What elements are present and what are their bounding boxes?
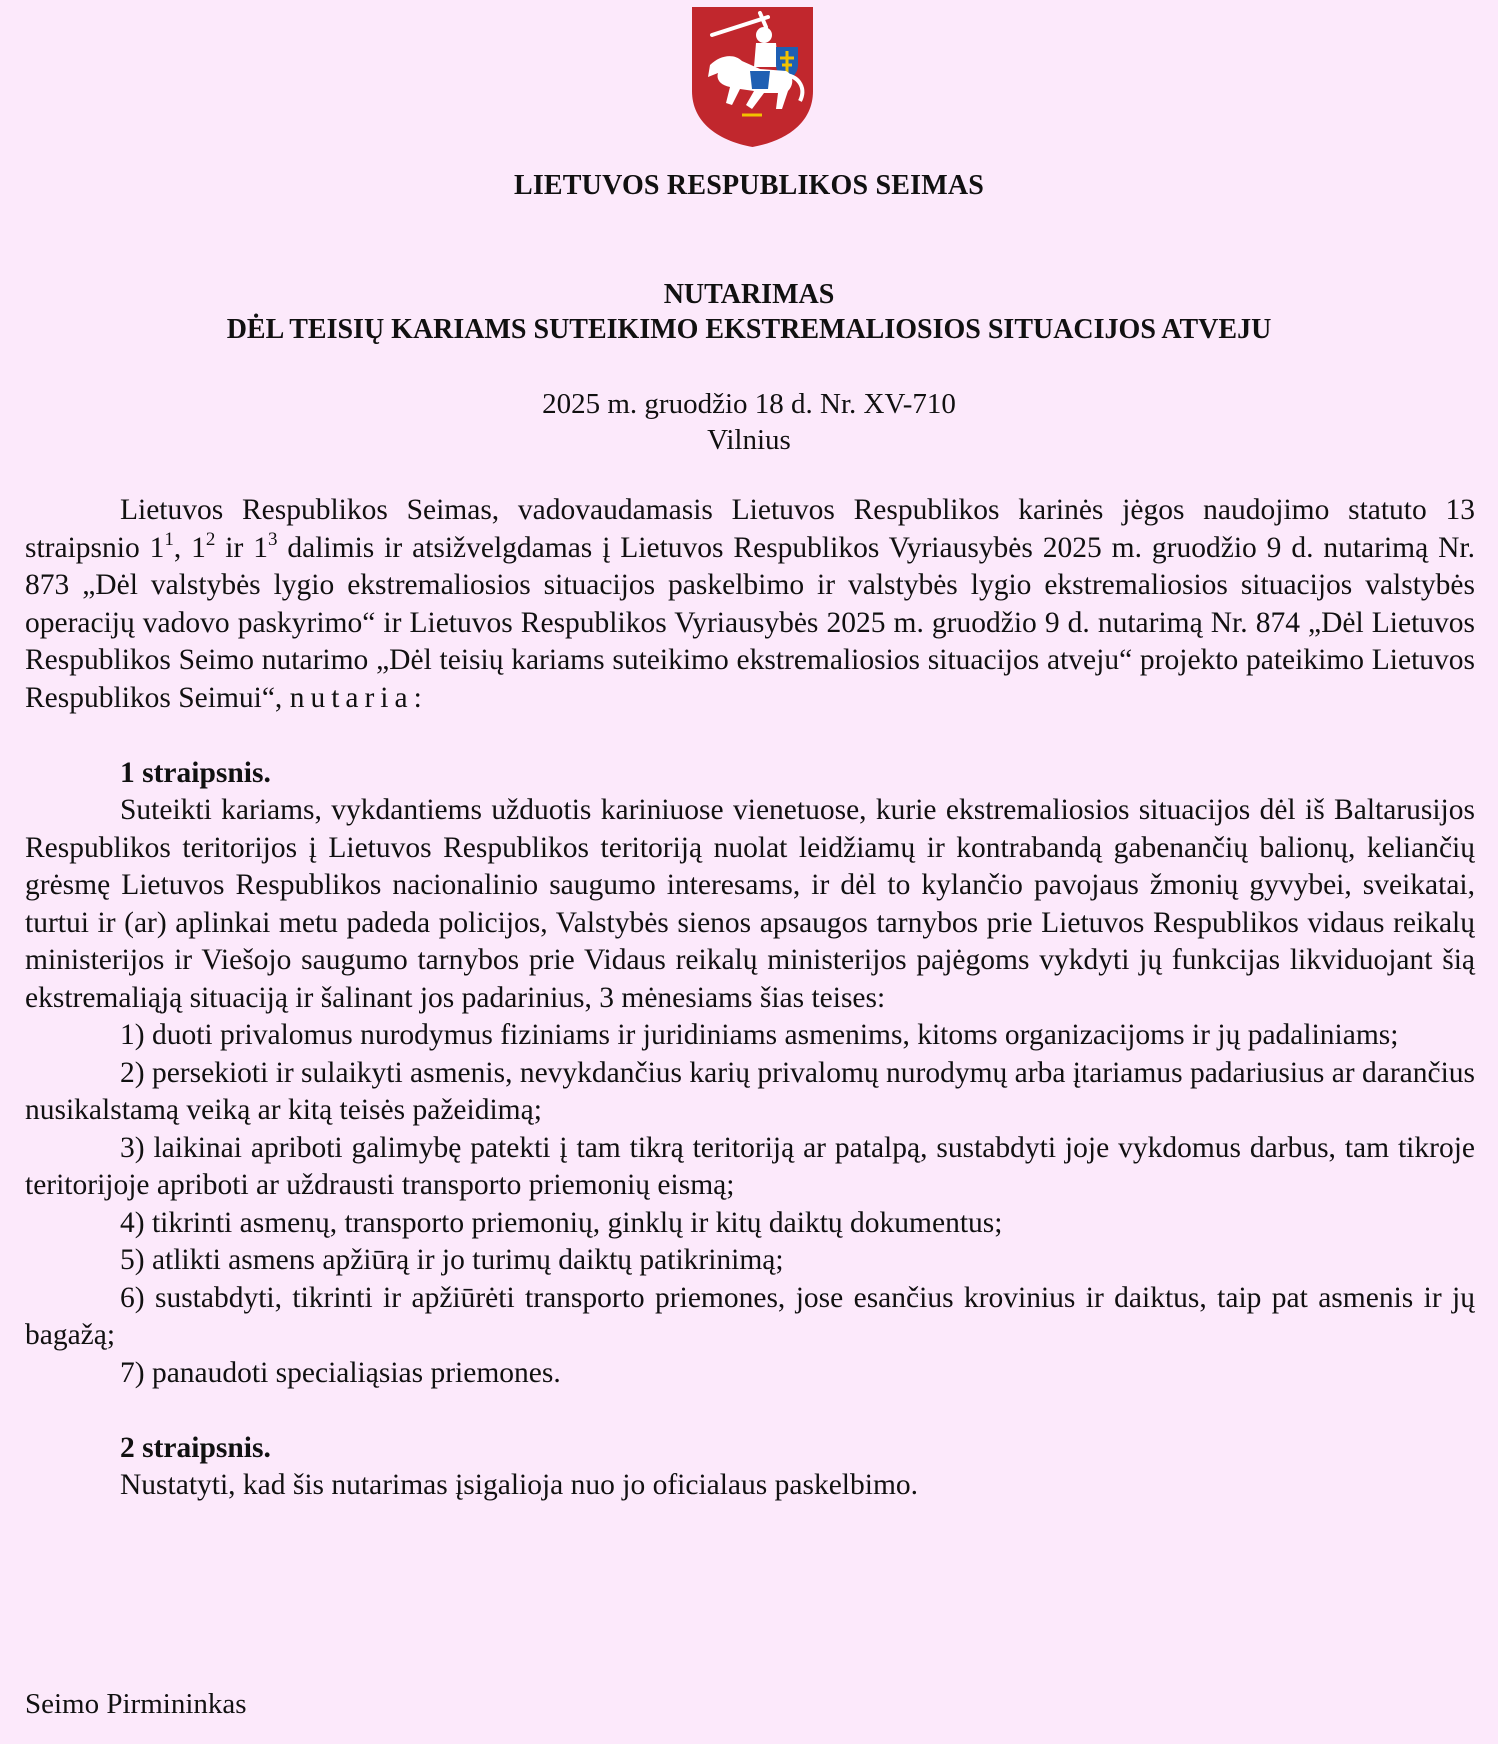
article-1-item: 6) sustabdyti, tikrinti ir apžiūrėti transporto priemones, jose esančius krovinius ir daiktus, taip pat asmenis ir jų bagažą; bbox=[25, 1281, 1475, 1351]
superscript: 2 bbox=[205, 528, 216, 550]
preamble-text: ir 1 bbox=[215, 531, 268, 564]
article-2-heading: 2 straipsnis. bbox=[120, 1431, 271, 1464]
preamble-text: , 1 bbox=[173, 531, 206, 564]
document-date-number: 2025 m. gruodžio 18 d. Nr. XV-710 bbox=[542, 388, 956, 420]
signature-title: Seimo Pirmininkas bbox=[25, 1688, 247, 1720]
superscript: 1 bbox=[164, 528, 174, 550]
document-type: NUTARIMAS bbox=[663, 279, 835, 310]
article-1-heading: 1 straipsnis. bbox=[120, 756, 271, 789]
preamble-text: Lietuvos Respublikos Seimas, vadovaudamasis Lietuvos Respublikos karinės jėgos naudojimo statuto 13 straipsnio 1 bbox=[25, 494, 1475, 564]
article-1-item: 1) duoti privalomus nurodymus fiziniams ir juridiniams asmenims, kitoms organizacijoms ir jų padaliniams; bbox=[120, 1019, 1399, 1051]
article-1-item: 4) tikrinti asmenų, transporto priemonių, ginklų ir kitų daiktų dokumentus; bbox=[120, 1206, 1003, 1239]
article-1-item: 3) laikinai apriboti galimybę patekti į tam tikrą teritoriją ar patalpą, sustabdyti joje vykdomus darbus, tam tikroje teritorijoje apriboti ar uždrausti transporto priemonių eismą; bbox=[25, 1131, 1475, 1201]
resolves-word: nutaria: bbox=[289, 681, 428, 714]
document-subject: DĖL TEISIŲ KARIAMS SUTEIKIMO EKSTREMALIOSIOS SITUACIJOS ATVEJU bbox=[226, 314, 1272, 345]
preamble-text: dalimis ir atsižvelgdamas į Lietuvos Respublikos Vyriausybės 2025 m. gruodžio 9 d. nutarimą Nr. 873 „Dėl valstybės lygio ekstremaliosios situacijos paskelbimo ir valstybės lygio ekstremaliosios situacijos valstybės operacijų vadovo paskyrimo“ ir Lietuvos Respublikos Vyriausybės 2025 m. gruodžio 9 d. nutarimą Nr. 874 „Dėl Lietuvos Respublikos Seimo nutarimo „Dėl teisių kariams suteikimo ekstremaliosios situacijos atveju“ projekto pateikimo Lietuvos Respublikos Seimui“, bbox=[25, 531, 1475, 714]
preamble-paragraph bbox=[25, 492, 1475, 717]
vytis-coat-of-arms-icon bbox=[690, 5, 815, 149]
superscript: 3 bbox=[267, 528, 278, 550]
document-body bbox=[25, 492, 1475, 1505]
institution-title: LIETUVOS RESPUBLIKOS SEIMAS bbox=[513, 170, 985, 201]
article-2-text: Nustatyti, kad šis nutarimas įsigalioja nuo jo oficialaus paskelbimo. bbox=[120, 1469, 919, 1501]
document-place: Vilnius bbox=[707, 424, 791, 456]
article-1-item: 7) panaudoti specialiąsias priemones. bbox=[120, 1356, 561, 1389]
article-1-intro: Suteikti kariams, vykdantiems užduotis kariniuose vienetuose, kurie ekstremaliosios situacijos dėl iš Baltarusijos Respublikos teritorijos į Lietuvos Respublikos teritoriją nuolat leidžiamų ir kontrabandą gabenančių balionų, keliančių grėsmę Lietuvos Respublikos nacionalinio saugumo interesams, ir dėl to kylančio pavojaus žmonių gyvybei, sveikatai, turtui ir (ar) aplinkai metu padeda policijos, Valstybės sienos apsaugos tarnybos prie Lietuvos Respublikos vidaus reikalų ministerijos ir Viešojo saugumo tarnybos prie Vidaus reikalų ministerijos pajėgoms vykdyti jų funkcijas likviduojant šią ekstremaliąją situaciją ir šalinant jos padarinius, 3 mėnesiams šias teises: bbox=[25, 794, 1475, 1014]
article-1-item: 2) persekioti ir sulaikyti asmenis, nevykdančius karių privalomų nurodymų arba įtariamus padariusius ar darančius nusikalstamą veiką ar kitą teisės pažeidimą; bbox=[25, 1056, 1476, 1126]
article-1-item: 5) atlikti asmens apžiūrą ir jo turimų daiktų patikrinimą; bbox=[120, 1244, 784, 1276]
